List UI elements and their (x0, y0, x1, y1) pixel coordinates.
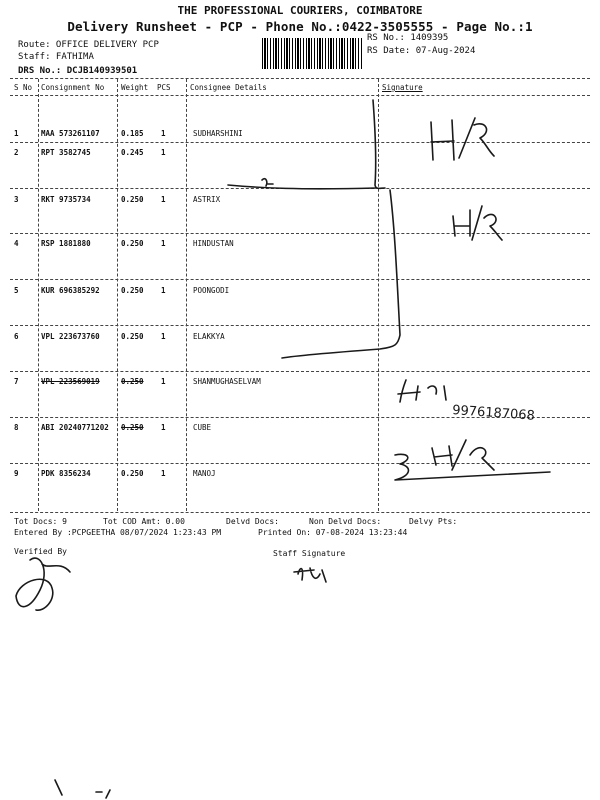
row-consignee: SUDHARSHINI (193, 129, 243, 138)
row-consignee: HINDUSTAN (193, 239, 234, 248)
row-weight: 0.250 (121, 286, 144, 295)
bracket-mark (282, 190, 400, 358)
row-consignment: VPL 223569019 (41, 377, 100, 386)
row-pcs: 1 (161, 469, 166, 478)
drs-number: DRS No.: DCJB140939501 (18, 66, 138, 76)
bracket-mark-3 (395, 454, 550, 480)
row-consignment: RSP 1881880 (41, 239, 91, 248)
row-weight: 0.250 (121, 377, 144, 386)
row-sno: 7 (14, 377, 19, 386)
ditto-mark (262, 179, 273, 186)
row-consignee: ELAKKYA (193, 332, 225, 341)
col-signature: Signature (382, 83, 423, 92)
verifier-signature (16, 558, 70, 610)
row-sno: 2 (14, 148, 19, 157)
hr-mark-1 (431, 118, 494, 160)
rs-date: RS Date: 07-Aug-2024 (367, 46, 476, 56)
staff-signature-scrawl (294, 568, 326, 582)
row-sno: 9 (14, 469, 19, 478)
row-weight: 0.185 (121, 129, 144, 138)
row-consignment: ABI 20240771202 (41, 423, 109, 432)
row-pcs: 1 (161, 377, 166, 386)
row-weight: 0.250 (121, 195, 144, 204)
row-pcs: 1 (161, 195, 166, 204)
row-sno: 1 (14, 129, 19, 138)
delvy-pts: Delvy Pts: (409, 517, 458, 526)
tot-docs: Tot Docs: 9 (14, 517, 67, 526)
row-pcs: 1 (161, 148, 166, 157)
row-weight: 0.250 (121, 469, 144, 478)
row-sno: 5 (14, 286, 19, 295)
route-label: Route: OFFICE DELIVERY PCP (18, 40, 159, 50)
row-pcs: 1 (161, 332, 166, 341)
row-weight: 0.250 (121, 239, 144, 248)
row-consignee: CUBE (193, 423, 212, 432)
col-sno: S No (14, 83, 33, 92)
signature-scrawl (398, 380, 446, 402)
non-delvd-docs: Non Delvd Docs: (309, 517, 382, 526)
row-consignment: MAA 573261107 (41, 129, 100, 138)
row-pcs: 1 (161, 423, 166, 432)
verified-by-label: Verified By (14, 547, 67, 556)
row-sno: 8 (14, 423, 19, 432)
col-pcs: PCS (157, 83, 171, 92)
row-weight: 0.245 (121, 148, 144, 157)
row-pcs: 1 (161, 286, 166, 295)
staff-signature-label: Staff Signature (273, 549, 346, 558)
row-consignment: RPT 3582745 (41, 148, 91, 157)
company-title: THE PROFESSIONAL COURIERS, COIMBATORE (177, 4, 423, 17)
tot-cod: Tot COD Amt: 0.00 (103, 517, 185, 526)
ditto-line (228, 185, 376, 189)
staff-label: Staff: FATHIMA (18, 52, 94, 62)
phone-note: 9976187068 (451, 403, 536, 424)
rs-number: RS No.: 1409395 (367, 33, 449, 43)
row-consignment: VPL 223673760 (41, 332, 100, 341)
row-consignee: MANOJ (193, 469, 216, 478)
col-consignee: Consignee Details (190, 83, 267, 92)
row-consignee: POONGODI (193, 286, 230, 295)
col-weight: Weight (121, 83, 149, 92)
row-consignment: PDK 8356234 (41, 469, 91, 478)
bracket-mark (373, 100, 385, 188)
row-weight: 0.250 (121, 423, 144, 432)
hr-mark-2 (453, 206, 502, 240)
row-sno: 6 (14, 332, 19, 341)
row-pcs: 1 (161, 239, 166, 248)
row-consignment: KUR 696385292 (41, 286, 100, 295)
row-sno: 4 (14, 239, 19, 248)
stray-mark (55, 780, 110, 798)
row-consignee: SHANMUGHASELVAM (193, 377, 261, 386)
runsheet-title: Delivery Runsheet - PCP - Phone No.:0422-3505555 - Page No.:1 (67, 19, 533, 34)
row-consignment: RKT 9735734 (41, 195, 91, 204)
col-consignment: Consignment No (41, 83, 105, 92)
row-weight: 0.250 (121, 332, 144, 341)
row-consignee: ASTRIX (193, 195, 221, 204)
entered-by: Entered By :PCPGEETHA 08/07/2024 1:23:43 PM (14, 528, 222, 537)
delvd-docs: Delvd Docs: (226, 517, 279, 526)
row-pcs: 1 (161, 129, 166, 138)
printed-on: Printed On: 07-08-2024 13:23:44 (258, 528, 408, 537)
hr-mark-3 (432, 440, 494, 470)
row-sno: 3 (14, 195, 19, 204)
